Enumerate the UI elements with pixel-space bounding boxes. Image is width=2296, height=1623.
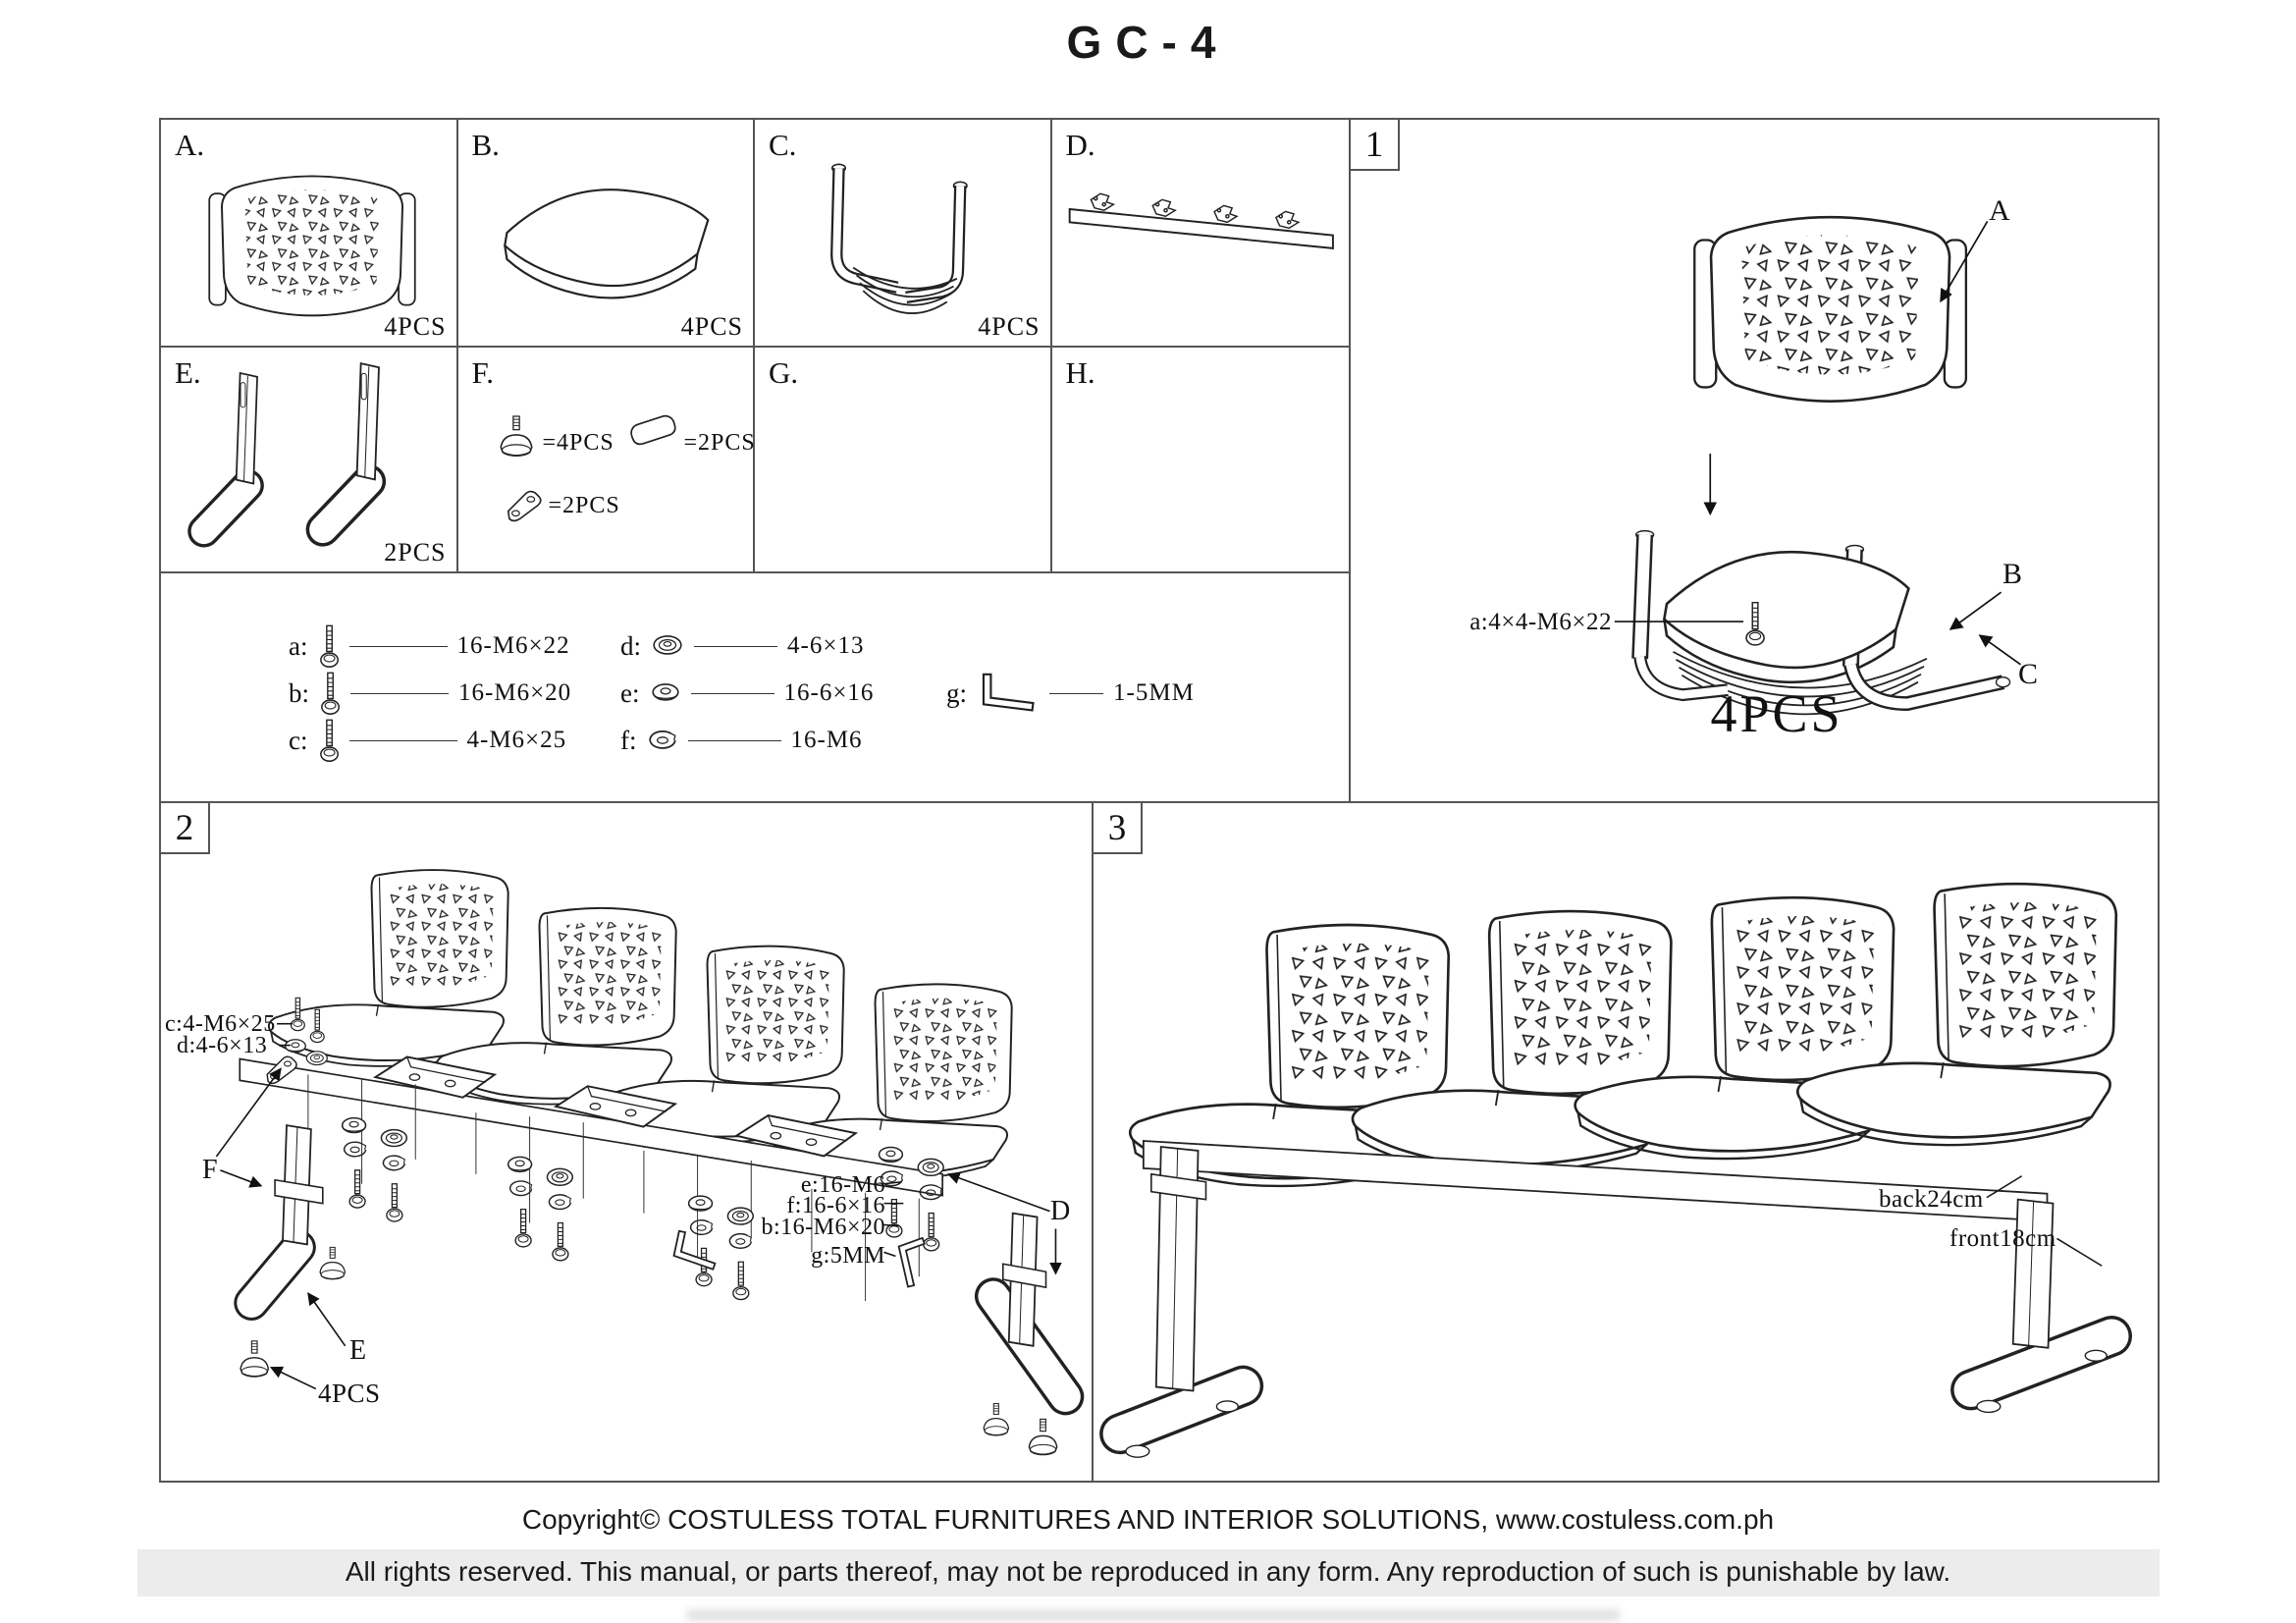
hardware-spec: 1-5MM — [1113, 679, 1195, 706]
part-cell-c — [755, 120, 1052, 348]
hardware-spec: 16-M6 — [790, 727, 863, 753]
callout-screw-a: a:4×4-M6×22 — [1469, 609, 1612, 635]
leader-line — [350, 693, 449, 694]
hardware-key: e: — [620, 677, 640, 708]
part-cell-d — [1052, 120, 1350, 348]
fitting-qty: =4PCS — [542, 430, 614, 456]
seat-drawing — [488, 171, 731, 320]
hardware-spec: 4-6×13 — [787, 632, 865, 659]
hardware-item-a — [289, 621, 570, 672]
hardware-item-e — [620, 668, 874, 719]
end-cap-icon — [627, 410, 680, 454]
part-qty: 2PCS — [384, 538, 447, 567]
allen-key-icon — [977, 672, 1040, 716]
hardware-key: a: — [289, 630, 308, 661]
leader-line — [349, 646, 448, 647]
part-cell-a — [161, 120, 458, 348]
leader-line — [688, 740, 781, 741]
hardware-spec: 16-M6×22 — [456, 632, 570, 659]
hardware-key: g: — [946, 677, 968, 708]
beam-drawing — [1060, 174, 1345, 267]
step3-drawing — [1094, 803, 2158, 1481]
callout-washer-d: d:4-6×13 — [177, 1033, 268, 1058]
part-label: C. — [769, 128, 797, 162]
part-label: A. — [175, 128, 205, 162]
screw-icon — [319, 669, 341, 718]
callout-F: F — [202, 1155, 218, 1185]
callout-B: B — [2002, 558, 2023, 590]
leader-line — [694, 646, 777, 647]
seat-frame-drawing — [782, 157, 1028, 334]
callout-C: C — [2018, 658, 2039, 690]
fitting-qty: =2PCS — [683, 430, 756, 456]
washer-icon — [651, 633, 684, 659]
part-cell-g — [755, 348, 1052, 573]
dimension-front: front18cm — [1949, 1225, 2056, 1252]
screw-icon — [318, 716, 340, 765]
hardware-item-f — [620, 715, 863, 766]
parts-grid — [159, 118, 1351, 803]
part-label: G. — [769, 355, 799, 390]
hardware-item-b — [289, 668, 571, 719]
leader-line — [349, 740, 457, 741]
leader-line — [691, 693, 774, 694]
part-cell-e — [161, 348, 458, 573]
part-cell-h — [1052, 348, 1350, 573]
hardware-legend — [161, 573, 1349, 801]
scan-smudge — [687, 1609, 1620, 1621]
part-label: E. — [175, 355, 201, 390]
part-cell-f — [458, 348, 756, 573]
step-number: 1 — [1349, 118, 1400, 171]
backrest-drawing — [188, 151, 436, 334]
hardware-spec: 16-M6×20 — [458, 679, 572, 706]
step-number: 2 — [159, 801, 210, 854]
washer-icon — [650, 681, 681, 705]
part-qty: 4PCS — [680, 312, 743, 341]
part-label: B. — [471, 128, 500, 162]
spring-washer-icon — [647, 728, 678, 753]
callout-A: A — [1989, 194, 2010, 227]
step-panel-1 — [1349, 118, 2160, 803]
hardware-item-d — [620, 621, 864, 672]
callout-spring-f: f:16-6×16 — [786, 1193, 885, 1218]
hardware-item-c — [289, 715, 566, 766]
hardware-spec: 4-M6×25 — [466, 727, 567, 753]
part-qty: 4PCS — [978, 312, 1041, 341]
page-title: GC-4 — [1066, 17, 1230, 68]
callout-screw-c: c:4-M6×25 — [165, 1011, 276, 1037]
step-panel-3 — [1092, 801, 2160, 1483]
glide-foot-icon — [496, 412, 537, 461]
callout-D: D — [1050, 1196, 1071, 1226]
step-number: 3 — [1092, 801, 1143, 854]
hardware-key: c: — [289, 725, 308, 755]
footer-rights: All rights reserved. This manual, or parts thereof, may not be reproduced in any form. Any reproduction of such is punishable by law. — [345, 1556, 1951, 1587]
hardware-key: f: — [620, 725, 637, 755]
callout-allen-g: g:5MM — [811, 1243, 885, 1269]
fitting-qty: =2PCS — [548, 493, 620, 518]
part-qty: 4PCS — [384, 312, 447, 341]
step2-drawing — [161, 803, 1092, 1481]
step2-qty: 4PCS — [318, 1379, 381, 1408]
part-label: F. — [471, 355, 495, 390]
part-label: H. — [1065, 355, 1095, 390]
step-panel-2 — [159, 801, 1094, 1483]
hardware-spec: 16-6×16 — [783, 679, 875, 706]
dimension-back: back24cm — [1879, 1186, 1984, 1213]
leader-line — [1049, 693, 1103, 694]
screw-icon — [318, 622, 340, 671]
hardware-key: d: — [620, 630, 642, 661]
part-label: D. — [1065, 128, 1095, 162]
part-cell-b — [458, 120, 756, 348]
step1-qty: 4PCS — [1710, 684, 1843, 743]
callout-screw-b: b:16-M6×20 — [761, 1215, 885, 1240]
t-leg-drawing — [167, 355, 434, 566]
footer-copyright: Copyright© COSTULESS TOTAL FURNITURES AND INTERIOR SOLUTIONS, www.costuless.com.ph — [521, 1504, 1775, 1535]
hardware-item-g — [946, 668, 1195, 719]
hardware-key: b: — [289, 677, 310, 708]
callout-E: E — [349, 1335, 367, 1366]
bracket-plate-icon — [500, 487, 545, 522]
callout-washer-e: e:16-M6 — [800, 1172, 885, 1198]
